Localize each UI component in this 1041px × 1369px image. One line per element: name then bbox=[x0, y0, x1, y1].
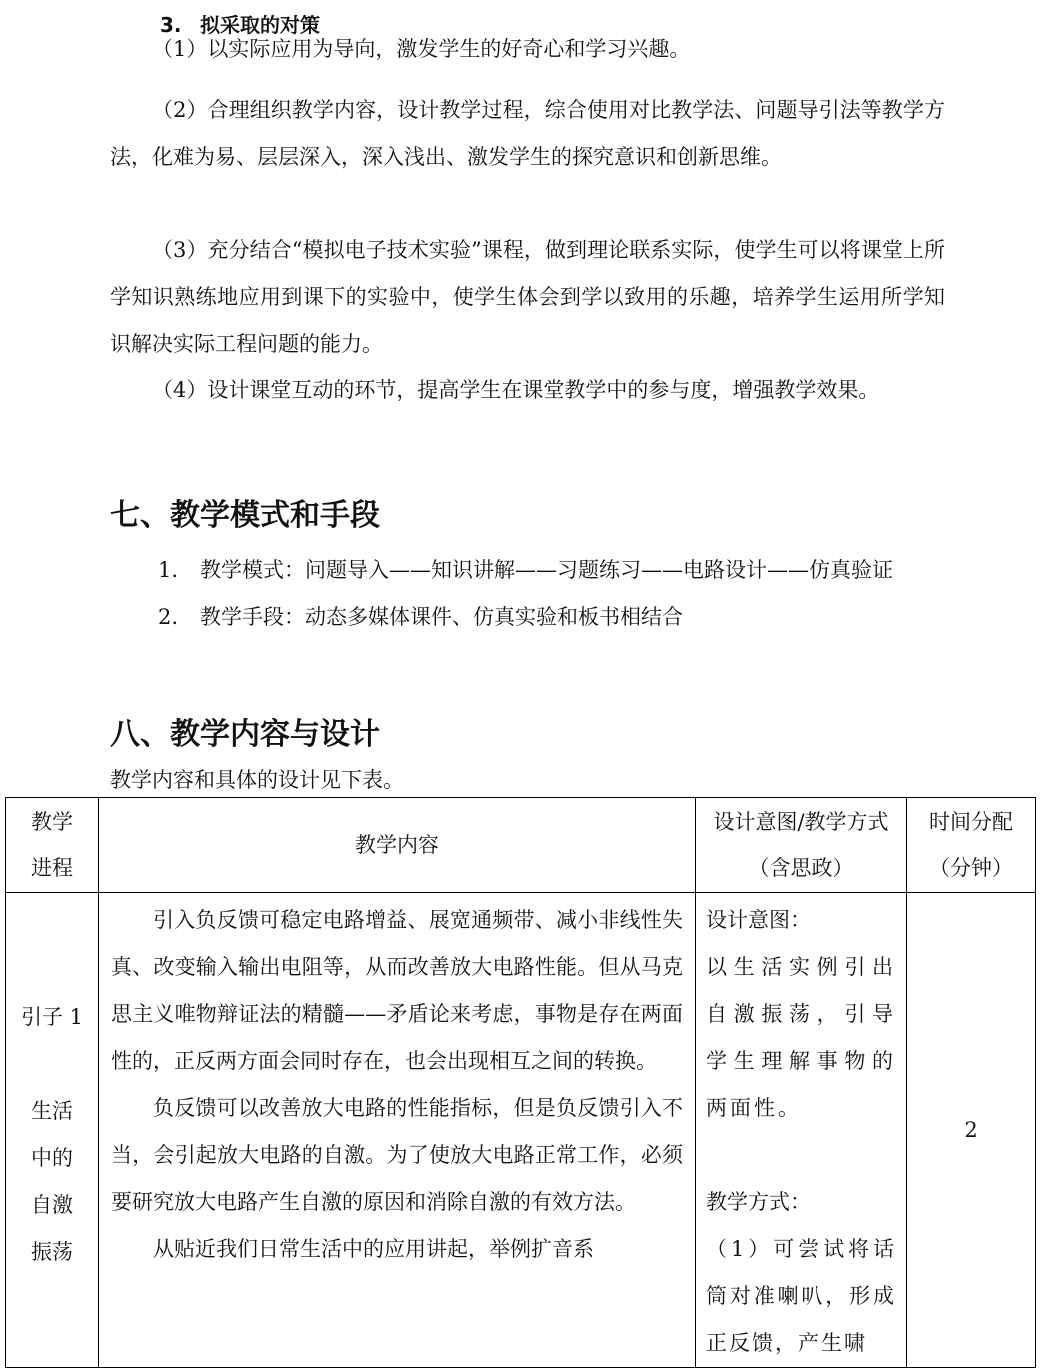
design-text: 以生活实例引出自激振荡，引导学生理解事物的两面性。 bbox=[706, 955, 896, 1120]
list-item-text: 教学手段：动态多媒体课件、仿真实验和板书相结合 bbox=[200, 605, 683, 629]
header-stage: 教学进程 bbox=[6, 798, 99, 893]
list-item bbox=[158, 547, 948, 594]
method-text: （1）可尝试将话筒对准喇叭，形成正反馈，产生啸 bbox=[706, 1237, 896, 1355]
measures-item-4: （4）设计课堂互动的环节，提高学生在课堂教学中的参与度，增强教学效果。 bbox=[152, 378, 880, 402]
content-paragraph-3: 从贴近我们日常生活中的应用讲起，举例扩音系 bbox=[153, 1237, 594, 1261]
stage-cell bbox=[6, 893, 99, 1368]
section-7-list bbox=[158, 547, 948, 641]
table-header-row bbox=[6, 798, 1036, 893]
header-design: 设计意图/教学方式（含思政） bbox=[696, 798, 907, 893]
time-cell: 2 bbox=[907, 893, 1036, 1368]
measures-item-2: （2）合理组织教学内容，设计教学过程，综合使用对比教学法、问题导引法等教学方法，化难为易、层层深入，深入浅出、激发学生的探究意识和创新思维。 bbox=[110, 98, 945, 169]
list-item bbox=[158, 594, 948, 641]
table-row bbox=[6, 893, 1036, 1368]
header-content: 教学内容 bbox=[99, 798, 696, 893]
section-7-title: 七、教学模式和手段 bbox=[110, 498, 380, 533]
stage-label: 引子 1 bbox=[20, 1005, 84, 1029]
section-8-title: 八、教学内容与设计 bbox=[110, 717, 380, 752]
design-cell bbox=[696, 893, 907, 1368]
design-label: 设计意图： bbox=[706, 908, 811, 932]
measures-item-1: （1）以实际应用为导向，激发学生的好奇心和学习兴趣。 bbox=[152, 37, 691, 61]
measures-heading-number: 3. bbox=[160, 13, 182, 37]
teaching-design-table bbox=[5, 797, 1036, 1368]
section-8-intro: 教学内容和具体的设计见下表。 bbox=[110, 768, 404, 792]
content-paragraph-1: 引入负反馈可稳定电路增益、展宽通频带、减小非线性失真、改变输入输出电阻等，从而改善放大电路性能。但从马克思主义唯物辩证法的精髓——矛盾论来考虑，事物是存在两面性的，正反两方面会同时存在，也会出现相互之间的转换。 bbox=[111, 908, 683, 1073]
list-item-number: 1. bbox=[158, 558, 179, 582]
method-label: 教学方式： bbox=[706, 1190, 811, 1214]
content-paragraph-2: 负反馈可以改善放大电路的性能指标，但是负反馈引入不当，会引起放大电路的自激。为了使放大电路正常工作，必须要研究放大电路产生自激的原因和消除自激的有效方法。 bbox=[111, 1096, 683, 1214]
content-cell bbox=[99, 893, 696, 1368]
header-time: 时间分配（分钟） bbox=[907, 798, 1036, 893]
list-item-text: 教学模式：问题导入——知识讲解——习题练习——电路设计——仿真验证 bbox=[200, 558, 893, 582]
list-item-number: 2. bbox=[158, 605, 179, 629]
measures-item-3: （3）充分结合“模拟电子技术实验”课程，做到理论联系实际，使学生可以将课堂上所学知识熟练地应用到课下的实验中，使学生体会到学以致用的乐趣，培养学生运用所学知识解决实际工程问题的能力。 bbox=[110, 238, 945, 356]
measures-heading-title: 拟采取的对策 bbox=[200, 13, 320, 37]
stage-topic: 生活中的自激振荡 bbox=[31, 1099, 73, 1264]
